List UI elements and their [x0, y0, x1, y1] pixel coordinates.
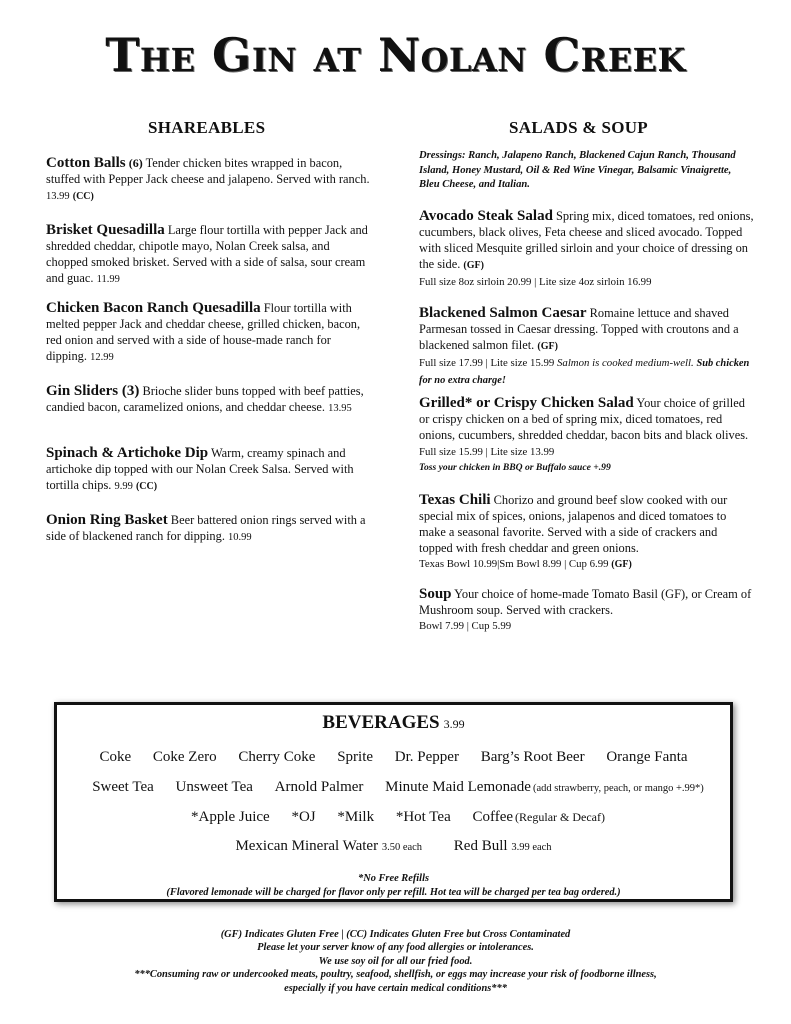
- beverage-item: Cherry Coke: [238, 749, 316, 765]
- salads-heading: SALADS & SOUP: [509, 118, 648, 137]
- beverage-row-3: [57, 809, 730, 826]
- beverage-item: Sprite: [337, 749, 374, 765]
- menu-item-brisket-quesadilla: Brisket Quesadilla Large flour tortilla with pepper Jack and shredded cheddar, chipotle mayo, Nolan Creek salsa, and chopped smoked brisket. Served with a side of salsa, sour cream and guac. 11.99: [46, 222, 368, 285]
- beverage-item: *Apple Juice: [190, 809, 270, 825]
- price-line: Texas Bowl 10.99|Sm Bowl 8.99 | Cup 6.99 (GF): [419, 558, 632, 570]
- beverage-item: Dr. Pepper: [394, 749, 459, 765]
- beverage-item: *OJ: [291, 809, 316, 825]
- beverage-row-2: [57, 779, 730, 796]
- coffee-note: (Regular & Decaf): [515, 810, 605, 824]
- beverage-item: Unsweet Tea: [175, 779, 253, 795]
- beverage-item: Barg’s Root Beer: [480, 749, 585, 765]
- price-line: Full size 8oz sirloin 20.99 | Lite size 4oz sirloin 16.99: [419, 276, 652, 288]
- sauce-note: Toss your chicken in BBQ or Buffalo sauce +.99: [419, 462, 611, 473]
- footer-line-warning: ***Consuming raw or undercooked meats, poultry, seafood, shellfish, or eggs may increase your risk of foodborne illness,: [134, 969, 657, 981]
- lemonade-addon-note: (add strawberry, peach, or mango +.99*): [532, 783, 704, 794]
- beverages-box: [54, 702, 733, 902]
- menu-item-chicken-salad: Grilled* or Crispy Chicken Salad Your choice of grilled or crispy chicken on a bed of spring mix, diced tomatoes, red onions, cucumbers, shredded cheddar, bacon bits and black olives. Full size 15.99 | Lite size 13.99 Toss your chicken in BBQ or Buffalo sauce +.99: [419, 395, 754, 476]
- allergen-footer: [0, 928, 791, 995]
- menu-item-soup: Soup Your choice of home-made Tomato Basil (GF), or Cream of Mushroom soup. Served with crackers. Bowl 7.99 | Cup 5.99: [419, 586, 754, 634]
- beverage-item: *Hot Tea: [395, 809, 451, 825]
- refill-charge-note: (Flavored lemonade will be charged for flavor only per refill. Hot tea will be charged per tea bag ordered.): [166, 887, 621, 898]
- price-line: Bowl 7.99 | Cup 5.99: [419, 620, 512, 632]
- page-title: The Gin at Nolan Creek: [105, 28, 686, 82]
- beverage-item: Red Bull 3.99 each: [453, 838, 552, 854]
- menu-item-spinach-artichoke-dip: Spinach & Artichoke Dip Warm, creamy spinach and artichoke dip topped with our Nolan Creek Salsa. Served with tortilla chips. 9.99 (CC): [46, 445, 354, 492]
- beverage-item: Minute Maid Lemonade: [385, 779, 531, 795]
- menu-item-texas-chili: Texas Chili Chorizo and ground beef slow cooked with our special mix of spices, onions, jalapenos and diced tomatoes to make a seasonal favorite. Served with a side of crackers and topped with fresh cheddar and green onions. Texas Bowl 10.99|Sm Bowl 8.99 | Cup 6.99 (GF): [419, 492, 754, 573]
- beverage-item: Coke Zero: [152, 749, 217, 765]
- beverage-item: Sweet Tea: [92, 779, 154, 795]
- footer-line-gf: (GF) Indicates Gluten Free | (CC) Indicates Gluten Free but Cross Contaminated: [220, 929, 571, 940]
- footer-line-warning-cont: especially if you have certain medical conditions***: [284, 982, 507, 994]
- beverages-heading: BEVERAGES 3.99: [322, 712, 465, 733]
- beverage-item: Orange Fanta: [606, 749, 688, 765]
- beverage-item: Arnold Palmer: [274, 779, 364, 795]
- beverage-row-1: [57, 749, 730, 766]
- beverage-item: *Milk: [337, 809, 375, 825]
- footer-line-oil: We use soy oil for all our fried food.: [318, 955, 473, 967]
- beverage-row-4: [57, 838, 730, 855]
- menu-item-avocado-steak-salad: Avocado Steak Salad Spring mix, diced tomatoes, red onions, cucumbers, black olives, Feta cheese and sliced avocado. Topped with sliced Mesquite grilled sirloin and your choice of dressing on the side. (GF) Full size 8oz sirloin 20.99 | Lite size 4oz sirloin 16.99: [419, 208, 754, 288]
- beverage-item: Coffee: [472, 809, 514, 825]
- menu-item-cotton-balls: Cotton Balls (6) Tender chicken bites wrapped in bacon, stuffed with Pepper Jack cheese and jalapeno. Served with ranch. 13.99 (CC): [46, 155, 370, 202]
- menu-item-gin-sliders: Gin Sliders (3) Brioche slider buns topped with beef patties, candied bacon, caramelized onions, and cheddar cheese. 13.95: [46, 383, 364, 414]
- menu-item-onion-ring-basket: Onion Ring Basket Beer battered onion rings served with a side of blackened ranch for dipping. 10.99: [46, 512, 366, 543]
- menu-item-blackened-salmon-caesar: Blackened Salmon Caesar Romaine lettuce and shaved Parmesan tossed in Caesar dressing. Topped with croutons and a blackened salmon filet. (GF) Full size 17.99 | Lite size 15.99 Salmon is cooked medium-well. Sub chicken for no extra charge!: [419, 305, 754, 389]
- dressings-note: Dressings: Ranch, Jalapeno Ranch, Blackened Cajun Ranch, Thousand Island, Honey Mustard, Oil & Red Wine Vinegar, Balsamic Vinaigrette, Bleu Cheese, and Italian.: [419, 150, 736, 190]
- footer-line-allergy: Please let your server know of any food allergies or intolerances.: [257, 942, 534, 954]
- no-refills-note: *No Free Refills: [358, 873, 429, 884]
- shareables-heading: SHAREABLES: [148, 118, 266, 137]
- beverage-item: Mexican Mineral Water 3.50 each: [235, 838, 423, 854]
- menu-item-chicken-bacon-ranch-quesadilla: Chicken Bacon Ranch Quesadilla Flour tortilla with melted pepper Jack and cheddar cheese, grilled chicken, bacon, red onion and served with a side of house-made ranch for dipping. 12.99: [46, 300, 361, 363]
- beverage-item: Coke: [99, 749, 132, 765]
- price-line: Full size 17.99 | Lite size 15.99 Salmon is cooked medium-well. Sub chicken for no extra charge!: [419, 357, 750, 386]
